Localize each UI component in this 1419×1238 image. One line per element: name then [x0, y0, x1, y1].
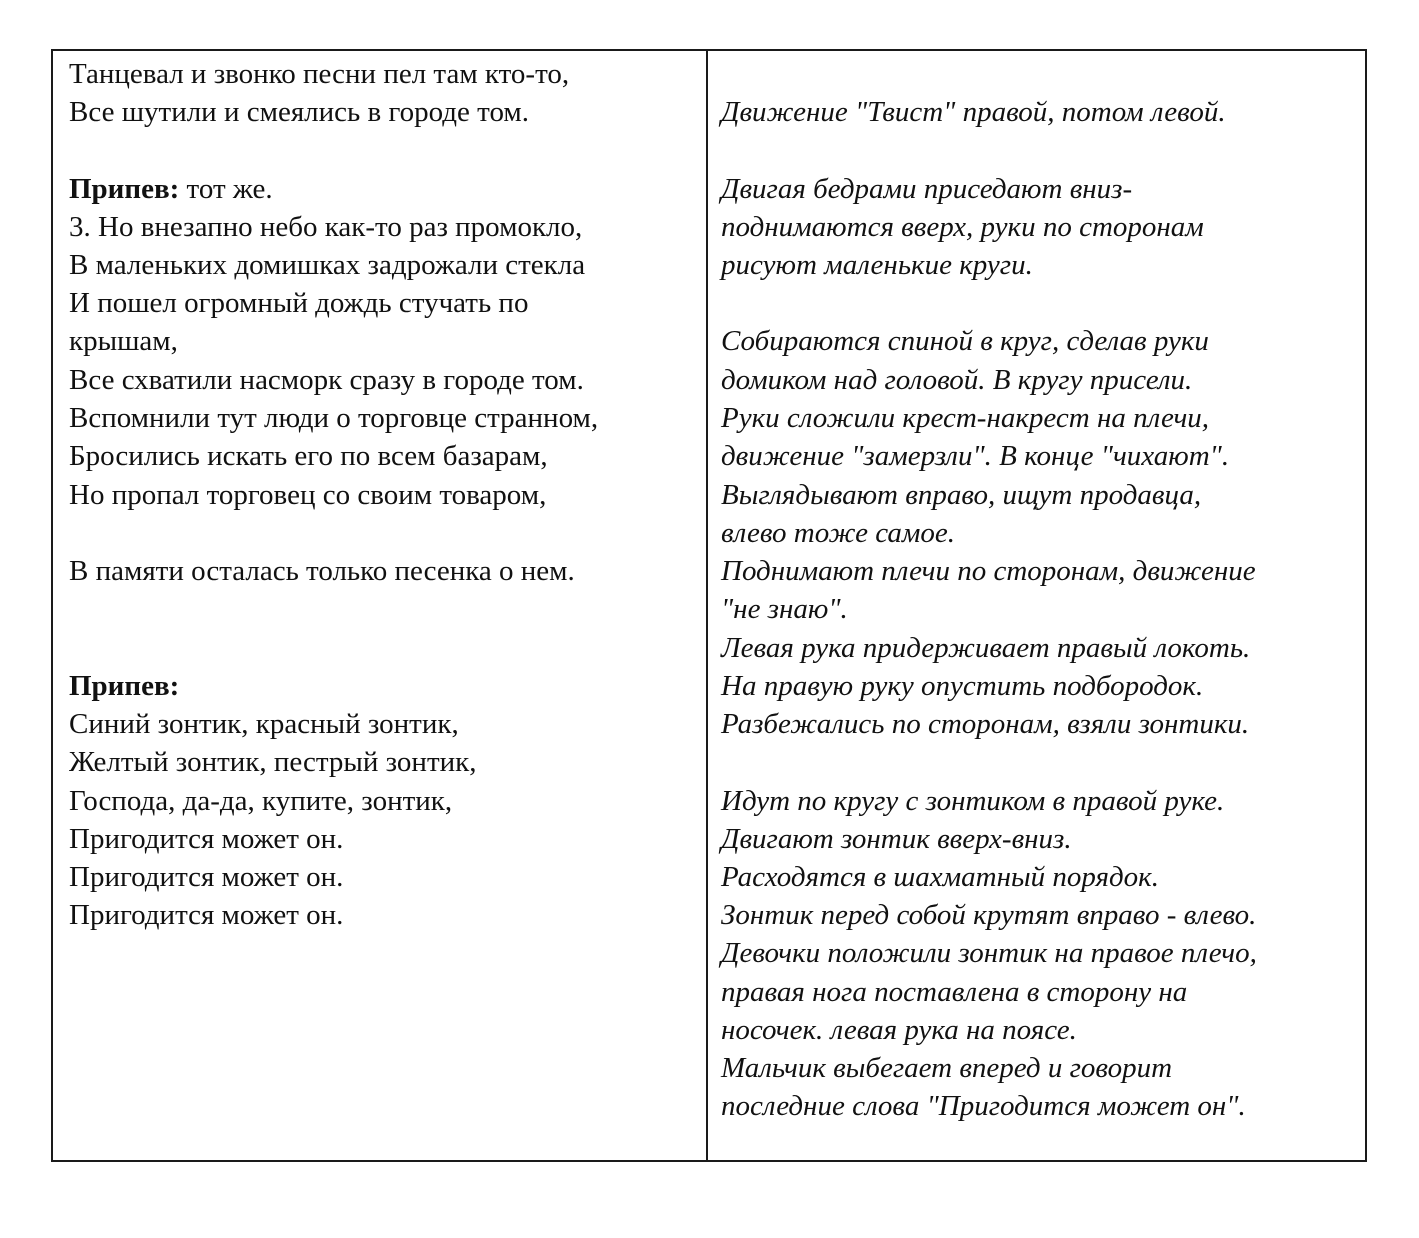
lyric-line: Вспомнили тут люди о торговце странном,	[69, 402, 599, 434]
movement-line: Руки сложили крест-накрест на плечи,	[721, 402, 1210, 434]
column-divider	[706, 51, 708, 1160]
movement-line: Расходятся в шахматный порядок.	[721, 861, 1159, 893]
lyric-line: В маленьких домишках задрожали стекла	[69, 249, 586, 281]
chorus-line: Синий зонтик, красный зонтик,	[69, 708, 459, 740]
movement-line: Двигая бедрами приседают вниз-	[721, 173, 1133, 205]
lyric-line: 3. Но внезапно небо как-то раз промокло,	[69, 211, 583, 243]
movement-line: "не знаю".	[721, 593, 848, 625]
chorus-label: Припев:	[69, 670, 180, 702]
lyric-line: крышам,	[69, 325, 178, 357]
movement-line: Разбежались по сторонам, взяли зонтики.	[721, 708, 1250, 740]
movement-line: поднимаются вверх, руки по сторонам	[721, 211, 1204, 243]
movement-line: Мальчик выбегает вперед и говорит	[721, 1052, 1173, 1084]
movement-line: носочек. левая рука на поясе.	[721, 1014, 1077, 1046]
movement-line: На правую руку опустить подбородок.	[721, 670, 1204, 702]
movement-line: рисуют маленькие круги.	[721, 249, 1033, 281]
lyrics-movement-table	[51, 49, 1367, 1162]
movement-line: Зонтик перед собой крутят вправо - влево.	[721, 899, 1257, 931]
movement-line: Поднимают плечи по сторонам, движение	[721, 555, 1256, 587]
movement-line: последние слова "Пригодится может он".	[721, 1090, 1246, 1122]
movement-line: правая нога поставлена в сторону на	[721, 976, 1188, 1008]
chorus-line: Пригодится может он.	[69, 899, 344, 931]
chorus-reference-label: Припев:	[69, 173, 180, 205]
chorus-line: Господа, да-да, купите, зонтик,	[69, 785, 453, 817]
chorus-line: Пригодится может он.	[69, 861, 344, 893]
movement-line: Левая рука придерживает правый локоть.	[721, 632, 1251, 664]
movement-line: влево тоже самое.	[721, 517, 955, 549]
movement-line: Идут по кругу с зонтиком в правой руке.	[721, 785, 1225, 817]
movement-line: Двигают зонтик вверх-вниз.	[721, 823, 1072, 855]
lyric-line: В памяти осталась только песенка о нем.	[69, 555, 575, 587]
chorus-reference	[69, 170, 273, 208]
movement-line: домиком над головой. В кругу присели.	[721, 364, 1193, 396]
lyric-line: Танцевал и звонко песни пел там кто-то,	[69, 58, 570, 90]
movement-line: Девочки положили зонтик на правое плечо,	[721, 937, 1257, 969]
movement-line: Собираются спиной в круг, сделав руки	[721, 325, 1209, 357]
lyric-line: Все схватили насморк сразу в городе том.	[69, 364, 584, 396]
movement-line: движение "замерзли". В конце "чихают".	[721, 440, 1230, 472]
lyric-line: И пошел огромный дождь стучать по	[69, 287, 529, 319]
chorus-line: Желтый зонтик, пестрый зонтик,	[69, 746, 477, 778]
lyric-line: Но пропал торговец со своим товаром,	[69, 479, 547, 511]
chorus-heading	[69, 667, 179, 705]
chorus-line: Пригодится может он.	[69, 823, 344, 855]
lyric-line: Бросились искать его по всем базарам,	[69, 440, 548, 472]
chorus-reference-text: тот же.	[179, 173, 273, 205]
movement-line: Движение "Твист" правой, потом левой.	[721, 96, 1226, 128]
lyric-line: Все шутили и смеялись в городе том.	[69, 96, 529, 128]
movement-line: Выглядывают вправо, ищут продавца,	[721, 479, 1202, 511]
